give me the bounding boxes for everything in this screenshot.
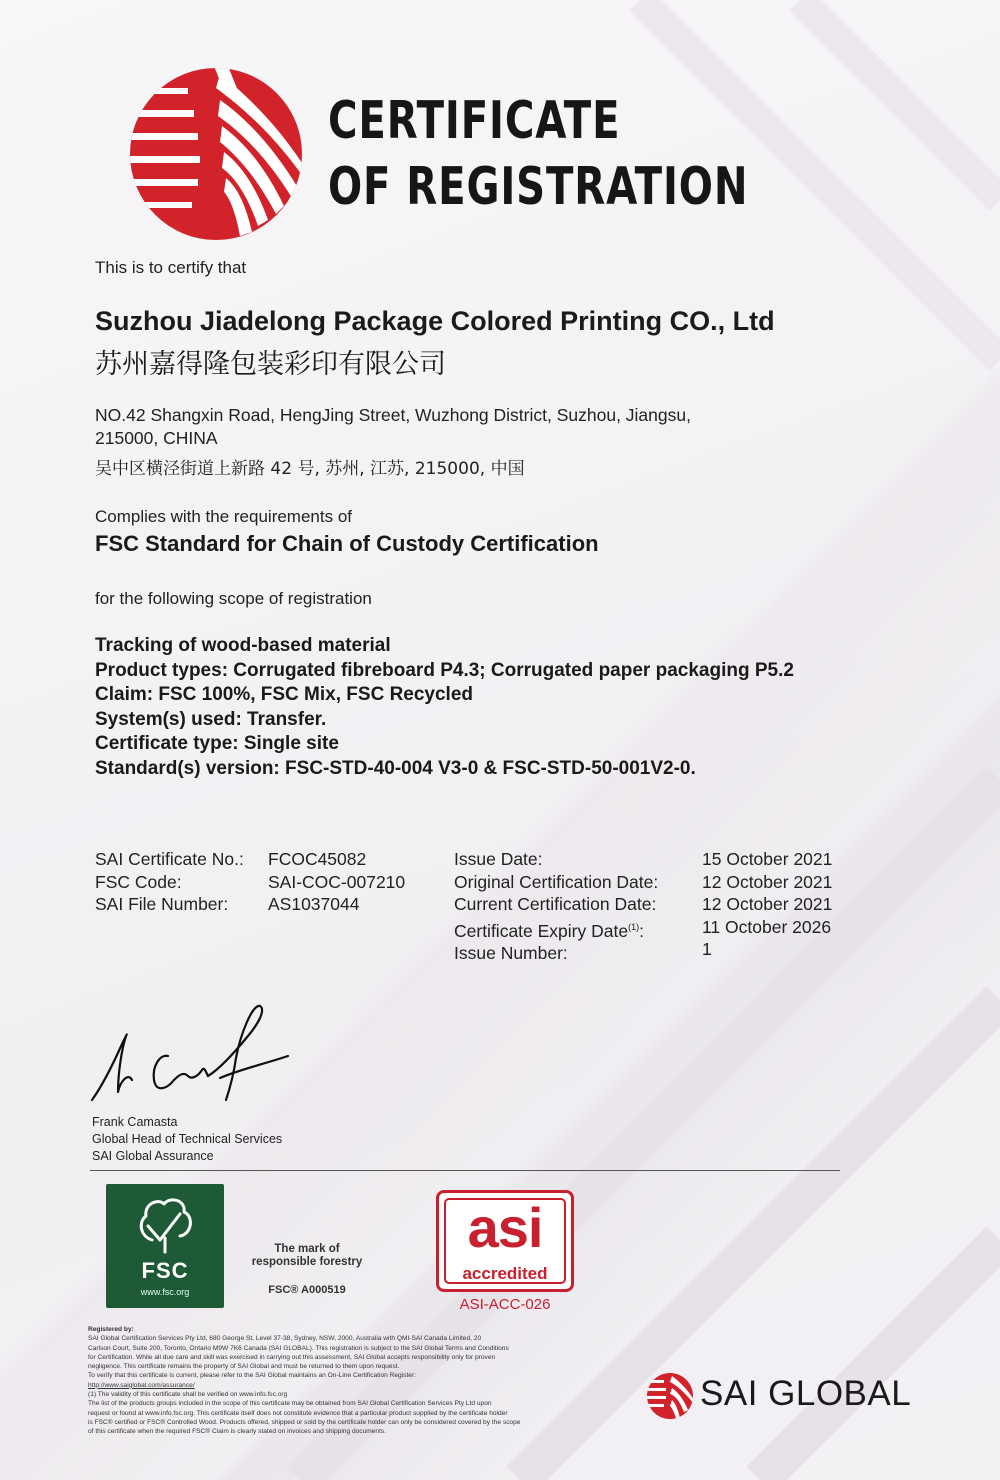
- company-name-en: Suzhou Jiadelong Package Colored Printing CO., Ltd: [95, 306, 775, 336]
- certify-intro: This is to certify that: [95, 258, 247, 277]
- company-address-cn: 吴中区横泾街道上新路 42 号, 苏州, 江苏, 215000, 中国: [95, 459, 525, 479]
- scope-item: Product types: Corrugated fibreboard P4.3; Corrugated paper packaging P5.2: [95, 659, 794, 681]
- fine-print-line: Carlson Court, Suite 200, Toronto, Ontario M9W 7K6 Canada (SAI GLOBAL). This registration is subject to the SAI Global Terms and Conditions: [88, 1344, 509, 1352]
- fine-print-line: for Certification. While all due care and skill was exercised in carrying out this assessment, SAI Global accepts responsibility only for proven: [88, 1353, 496, 1361]
- fsc-license-code: FSC® A000519: [268, 1284, 346, 1296]
- file-number: AS1037044: [268, 894, 360, 915]
- identifier-label: SAI File Number:: [95, 894, 229, 915]
- fsc-logo-url: www.fsc.org: [140, 1287, 190, 1297]
- company-name-cn: 苏州嘉得隆包装彩印有限公司: [95, 349, 446, 380]
- address-line-2: 215000, CHINA: [95, 428, 218, 448]
- title-line-2: OF REGISTRATION: [328, 157, 749, 217]
- handwritten-signature: [88, 996, 298, 1106]
- date-label: Original Certification Date:: [454, 871, 659, 892]
- scope-item: Tracking of wood-based material: [95, 635, 391, 656]
- address-line-1: NO.42 Shangxin Road, HengJing Street, Wuzhong District, Suzhou, Jiangsu,: [95, 405, 691, 425]
- identifier-labels: [95, 848, 244, 916]
- sai-globe-logo: [128, 66, 304, 242]
- label-colon: :: [639, 920, 644, 941]
- identifier-label: SAI Certificate No.:: [95, 849, 244, 869]
- scope-item: Claim: FSC 100%, FSC Mix, FSC Recycled: [95, 684, 474, 705]
- issue-date: 15 October 2021: [702, 849, 833, 869]
- issue-number: 1: [702, 939, 712, 960]
- legal-fine-print: [88, 1325, 668, 1437]
- signatory-org: SAI Global Assurance: [92, 1149, 214, 1163]
- date-label-expiry: [454, 916, 658, 942]
- date-labels: [454, 848, 658, 965]
- fine-print-line: To verify that this certificate is current, please refer to the SAI Global maintains an On-Line Certification Register:: [88, 1372, 417, 1380]
- signatory-block: [92, 1114, 282, 1165]
- scope-item: System(s) used: Transfer.: [95, 708, 327, 730]
- fsc-tagline-line-1: The mark of: [274, 1243, 340, 1255]
- scope-item: Standard(s) version: FSC-STD-40-004 V3-0 & FSC-STD-50-001V2-0.: [95, 757, 696, 779]
- fsc-code: SAI-COC-007210: [268, 871, 406, 892]
- signatory-role: Global Head of Technical Services: [92, 1132, 283, 1146]
- expiry-date: 11 October 2026: [702, 916, 832, 937]
- date-values: [702, 848, 832, 961]
- asi-accreditation-code: ASI-ACC-026: [459, 1296, 551, 1313]
- sai-global-mark-icon: [646, 1372, 694, 1420]
- company-address: [95, 404, 855, 450]
- fine-print-line: negligence. This certificate remains the property of SAI Global and must be returned to them upon request.: [88, 1363, 400, 1371]
- fsc-tagline-line-2: responsible forestry: [251, 1256, 363, 1268]
- sai-global-wordmark: SAI GLOBAL: [700, 1374, 912, 1413]
- title-line-1: CERTIFICATE: [328, 91, 621, 151]
- verification-link[interactable]: http://www.saiglobal.com/assurance/: [88, 1381, 195, 1389]
- fine-print-line: request or found at www.info.fsc.org. This certificate itself does not constitute evidence that a particular product supplied by the certificate holder: [88, 1409, 508, 1417]
- standard-name: FSC Standard for Chain of Custody Certification: [95, 531, 599, 556]
- asi-accredited-text: accredited: [462, 1264, 548, 1283]
- fine-print-line: is FSC® certified or FSC® Controlled Wood. Products offered, shipped or sold by the certificate holder can only be considered covered by the scope: [88, 1418, 521, 1426]
- certificate-number: FCOC45082: [268, 849, 367, 869]
- fine-print-line: The list of the products groups included in the scope of this certificate may be obtained from SAI Global Certification Services Pty Ltd upon: [88, 1400, 492, 1408]
- scope-intro: for the following scope of registration: [95, 589, 372, 608]
- asi-logo-word: asi: [467, 1196, 543, 1259]
- date-label: Issue Date:: [454, 849, 543, 869]
- footnote-marker: (1): [628, 921, 640, 932]
- registered-by-label: Registered by:: [88, 1326, 134, 1333]
- fine-print-line: of this certificate when the required FSC® Claim is clearly stated on invoices and shipping documents.: [88, 1428, 387, 1436]
- fine-print-line: SAI Global Certification Services Pty Ltd, 680 George St, Level 37-38, Sydney, NSW, 2000, Australia with QMI-SAI Canada Limited, 20: [88, 1335, 482, 1343]
- date-label: Issue Number:: [454, 943, 568, 964]
- signatory-name: Frank Camasta: [92, 1115, 178, 1129]
- fsc-logo-text: FSC: [141, 1258, 189, 1283]
- identifier-label: FSC Code:: [95, 871, 182, 892]
- fine-print-line: (1) The validity of this certificate shall be verified on www.info.fsc.org: [88, 1391, 288, 1399]
- date-label: Certificate Expiry Date: [454, 920, 629, 941]
- tree-check-icon: [134, 1192, 196, 1256]
- scope-item: Certificate type: Single site: [95, 733, 339, 754]
- current-cert-date: 12 October 2021: [702, 894, 833, 915]
- identifier-values: [268, 848, 405, 916]
- certificate-title: [328, 88, 748, 220]
- fsc-tagline: [236, 1243, 378, 1269]
- scope-list: [95, 634, 794, 781]
- compliance-intro: Complies with the requirements of: [95, 507, 353, 526]
- divider: [90, 1170, 840, 1171]
- date-label: Current Certification Date:: [454, 894, 657, 915]
- original-cert-date: 12 October 2021: [702, 871, 833, 892]
